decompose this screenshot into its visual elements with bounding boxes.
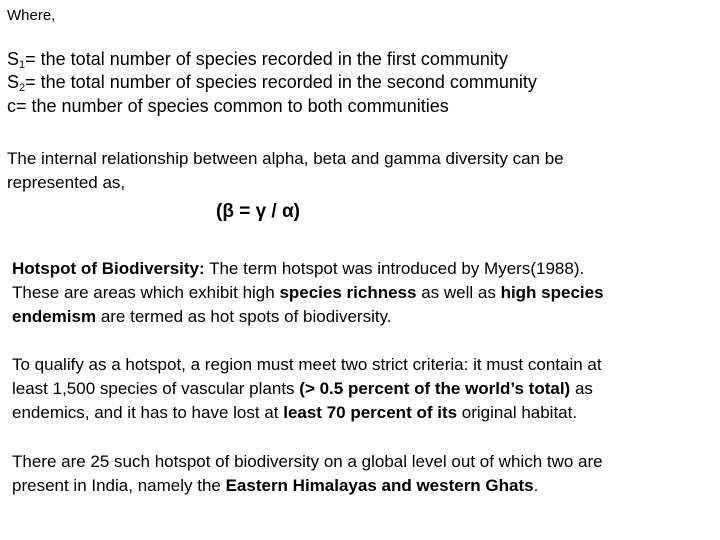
hotspot-line2-a: These are areas which exhibit high — [12, 283, 280, 302]
sub-s2: 2 — [19, 82, 26, 94]
definition-s2-text: = the total number of species recorded in the second community — [25, 72, 537, 92]
criteria-line2-c: as — [570, 379, 593, 398]
hotspot-line1-text: The term hotspot was introduced by Myers(1988). — [204, 259, 585, 278]
india-line2 — [12, 477, 538, 496]
hotspot-line2 — [12, 284, 604, 303]
relationship-line2: represented as, — [7, 173, 126, 192]
definition-s1-text: = the total number of species recorded in the first community — [25, 49, 508, 69]
species-richness-bold: species richness — [279, 283, 417, 302]
where-label: Where, — [7, 7, 56, 24]
world-total-bold: (> 0.5 percent of the world’s total) — [299, 379, 571, 398]
criteria-line3-c: original habitat. — [457, 403, 578, 422]
relationship-line1: The internal relationship between alpha, beta and gamma diversity can be — [7, 149, 564, 168]
hotspot-line3-text: are termed as hot spots of biodiversity. — [96, 307, 392, 326]
definition-s2 — [7, 73, 537, 93]
criteria-line3-a: endemics, and it has to have lost at — [12, 403, 284, 422]
criteria-line3 — [12, 404, 577, 423]
india-line2-c: . — [533, 476, 539, 495]
hotspot-line3 — [12, 308, 392, 327]
hotspot-line2-c: as well as — [416, 283, 501, 302]
criteria-line2 — [12, 380, 593, 399]
var-s2: S — [7, 72, 20, 92]
var-s1: S — [7, 49, 20, 69]
criteria-line2-a: least 1,500 species of vascular plants — [12, 379, 300, 398]
hotspot-names-bold: Eastern Himalayas and western Ghats — [225, 476, 534, 495]
definition-c: c= the number of species common to both communities — [7, 96, 449, 116]
high-species-bold: high species — [500, 283, 604, 302]
hotspot-line1 — [12, 260, 584, 279]
sub-s1: 1 — [19, 59, 26, 71]
endemism-bold: endemism — [12, 307, 97, 326]
definition-s1 — [7, 50, 508, 70]
diversity-formula: (β = γ / α) — [216, 201, 300, 222]
india-line1: There are 25 such hotspot of biodiversity on a global level out of which two are — [12, 452, 603, 471]
india-line2-a: present in India, namely the — [12, 476, 226, 495]
criteria-line1: To qualify as a hotspot, a region must meet two strict criteria: it must contain at — [12, 355, 602, 374]
least-70-bold: least 70 percent of its — [283, 403, 458, 422]
hotspot-heading: Hotspot of Biodiversity: — [12, 259, 205, 278]
